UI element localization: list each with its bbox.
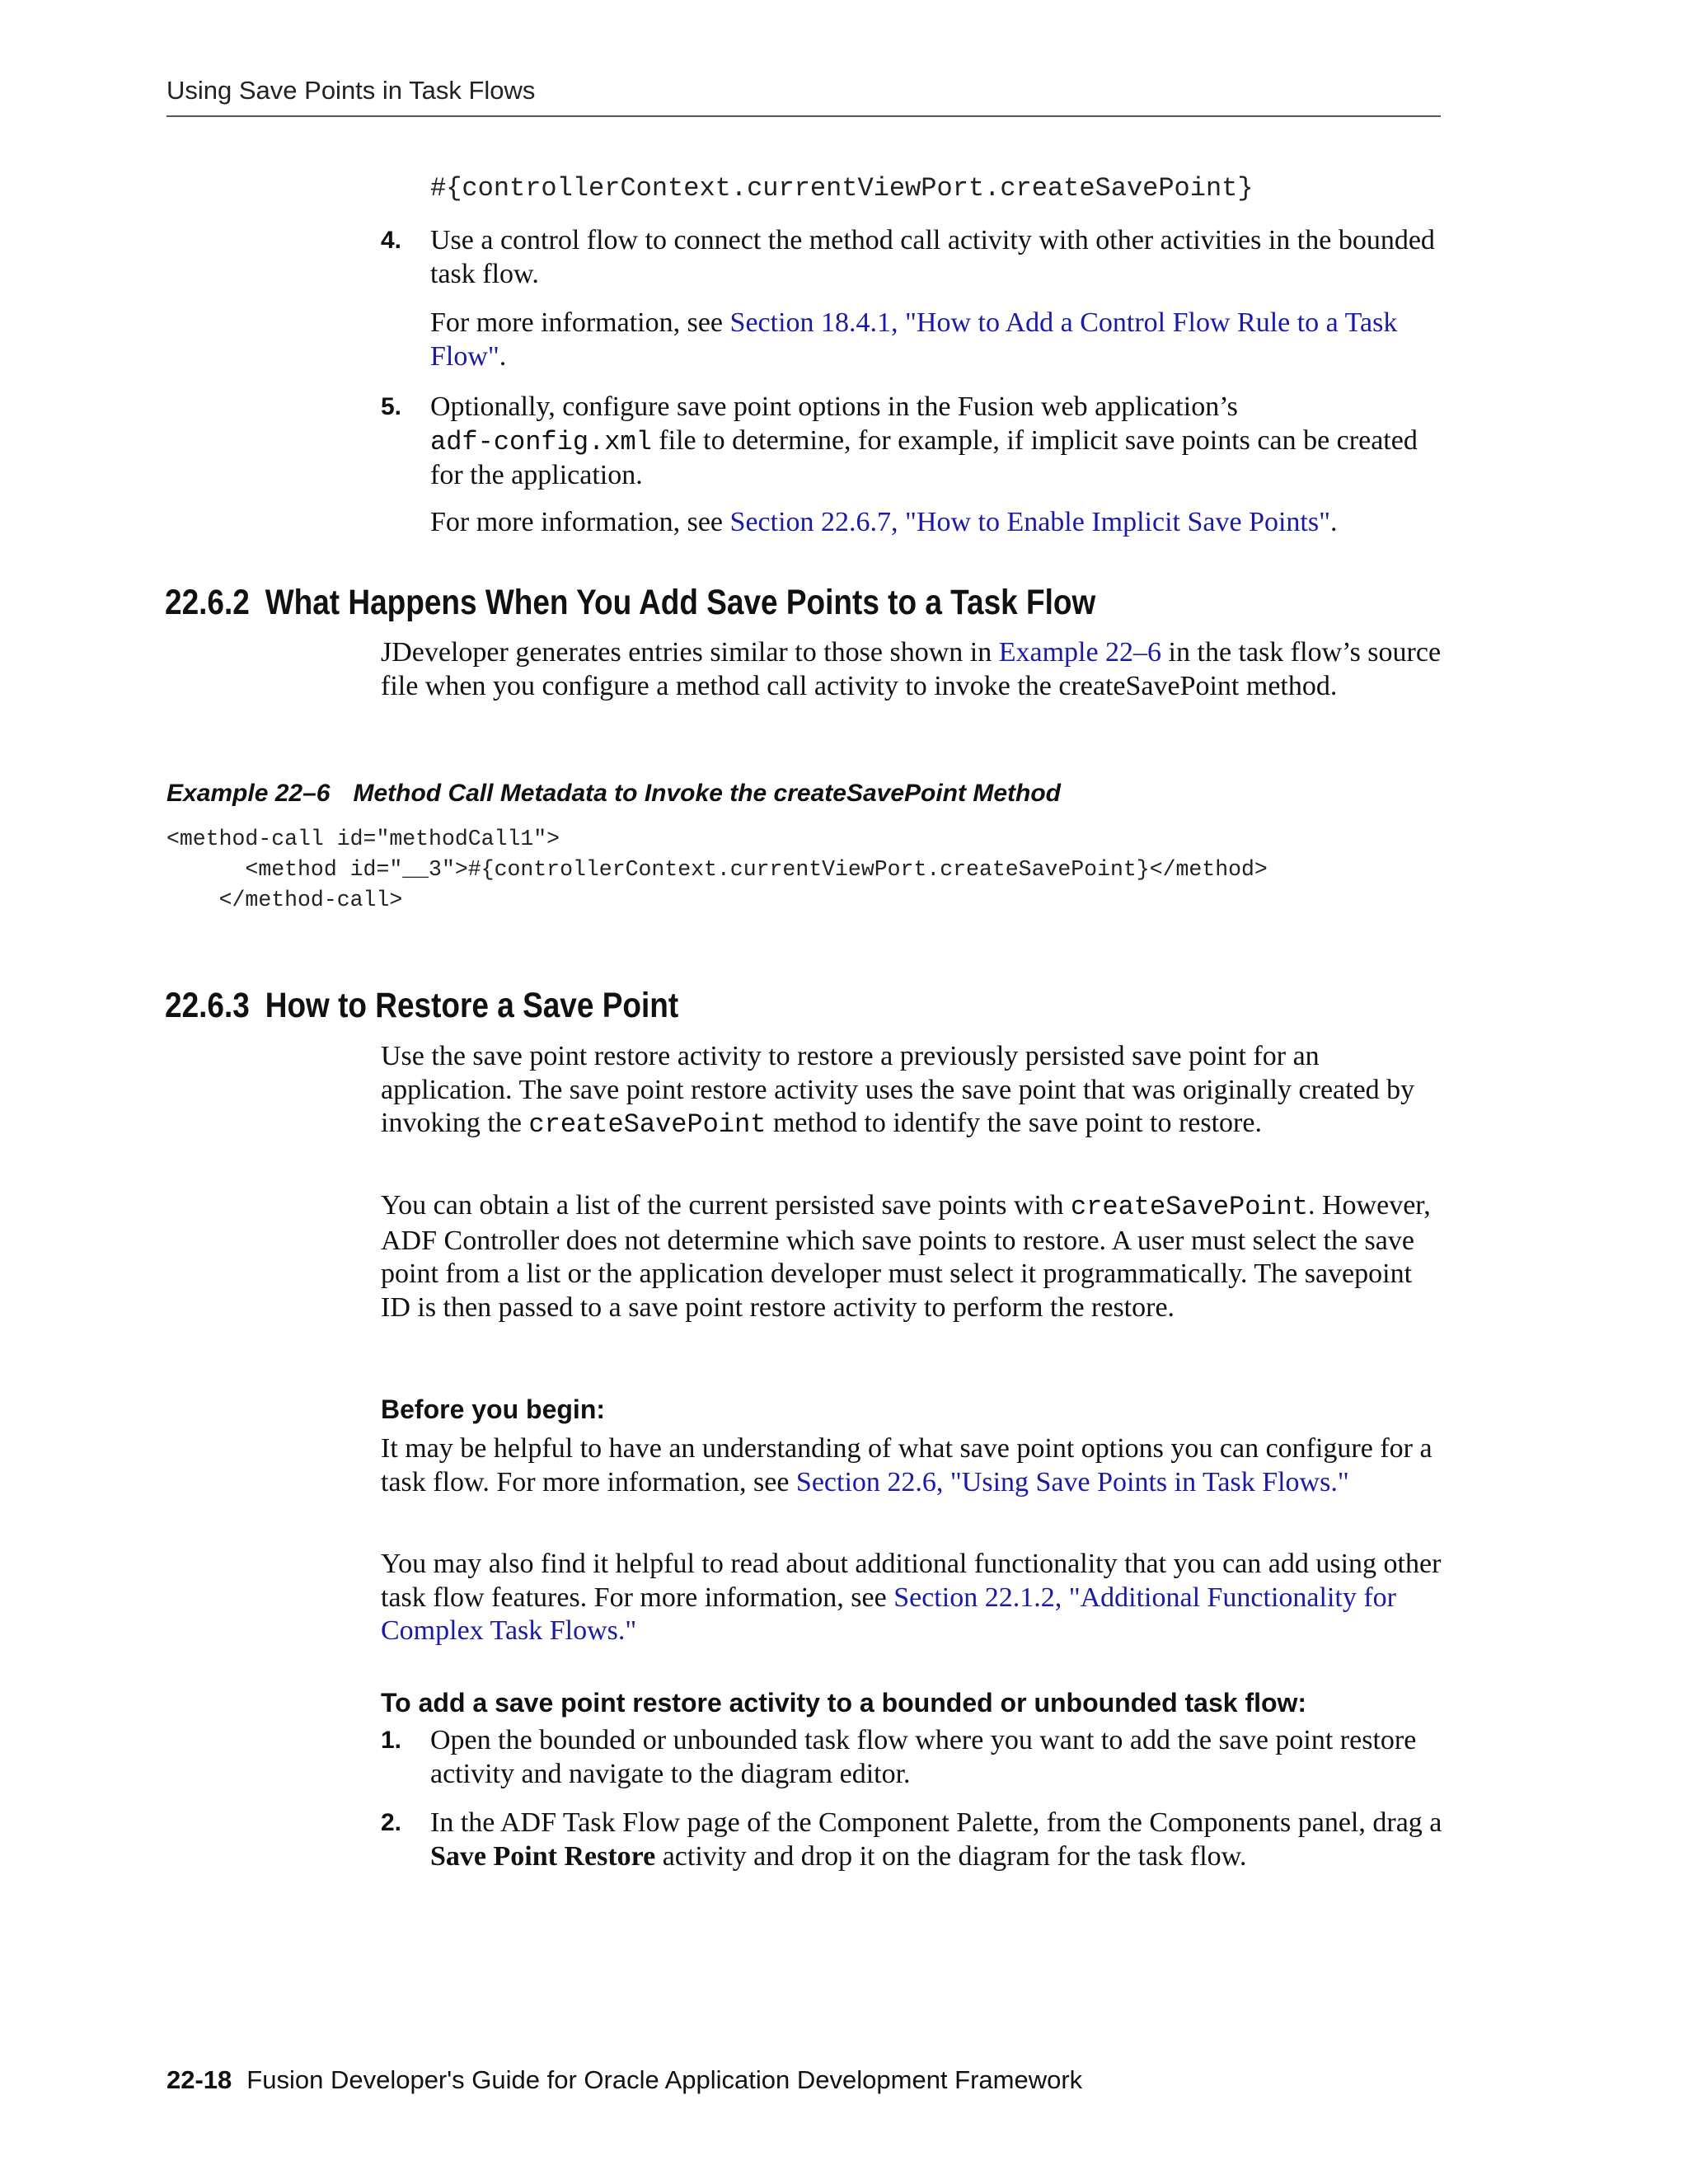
before-you-begin-heading: Before you begin:: [381, 1394, 606, 1424]
code-createsavepoint: createSavePoint: [528, 1109, 767, 1140]
para-text-a: You can obtain a list of the current persisted save points with: [381, 1190, 1071, 1221]
para-text-a: JDeveloper generates entries similar to those shown in: [381, 637, 999, 668]
example-label: Example 22–6: [166, 780, 331, 807]
step-5-text-a: Optionally, configure save point options in the Fusion web application’s: [430, 391, 1238, 422]
link-section-22-6-7[interactable]: Section 22.6.7, "How to Enable Implicit Save Points": [729, 507, 1330, 537]
step-text: Use a control flow to connect the method call activity with other activities in the bounded task flow.: [430, 225, 1435, 289]
step-number: 4.: [381, 227, 402, 254]
more-info-prefix: For more information, see: [430, 507, 730, 537]
page-footer: [166, 2065, 1082, 2095]
before-you-begin-paragraph-2: [381, 1548, 1444, 1648]
step-number: 5.: [381, 393, 402, 420]
example-title: Method Call Metadata to Invoke the createSavePoint Method: [353, 780, 1061, 807]
step-number: 1.: [381, 1727, 402, 1754]
book-title: Fusion Developer's Guide for Oracle Application Development Framework: [246, 2065, 1083, 2094]
step-text: [430, 391, 1444, 493]
step-text: [430, 1807, 1444, 1873]
section-22-6-3-paragraph-2: [381, 1189, 1444, 1324]
step-5-text-b: file to determine, for example, if implicit save points can be created for the application.: [430, 424, 1418, 490]
more-info-suffix: .: [1330, 507, 1338, 537]
section-title: What Happens When You Add Save Points to a Task Flow: [265, 583, 1096, 622]
link-section-22-1-2[interactable]: Section 22.1.2, "Additional Functionality for Complex Task Flows.": [381, 1582, 1396, 1646]
step-text: Open the bounded or unbounded task flow where you want to add the save point restore activity and navigate to the diagram editor.: [430, 1725, 1417, 1789]
para-text-a: Use the save point restore activity to restore a previously persisted save point for an application. The save point restore activity uses the save point that was originally created by invoking the: [381, 1041, 1415, 1138]
ui-term-save-point-restore: Save Point Restore: [430, 1840, 656, 1872]
para-text-b: in the task flow’s source file when you configure a method call activity to invoke the createSavePoint method.: [381, 637, 1442, 701]
link-section-18-4-1[interactable]: Section 18.4.1, "How to Add a Control Flow Rule to a Task Flow": [430, 307, 1398, 372]
para-text-b: method to identify the save point to restore.: [766, 1108, 1262, 1138]
step-2-text-b: activity and drop it on the diagram for the task flow.: [655, 1840, 1247, 1872]
section-heading-22-6-3: [165, 986, 678, 1026]
step-4-more-info: [430, 307, 1444, 373]
section-number: 22.6.2: [165, 583, 250, 622]
running-header: Using Save Points in Task Flows: [166, 76, 536, 105]
link-example-22-6[interactable]: Example 22–6: [998, 637, 1162, 668]
procedure-heading: To add a save point restore activity to a bounded or unbounded task flow:: [381, 1688, 1307, 1718]
para-text-b: . However, ADF Controller does not determine which save points to restore. A user must select the save point from a list or the application developer must select it programmatically. The savepoint ID is then passed to a save point restore activity to perform the restore.: [381, 1190, 1431, 1323]
section-title: How to Restore a Save Point: [265, 986, 679, 1025]
more-info-suffix: .: [499, 340, 507, 372]
para-text-a: You may also find it helpful to read about additional functionality that you can add using other task flow features. For more information, see: [381, 1549, 1442, 1613]
section-22-6-3-paragraph-1: [381, 1040, 1444, 1142]
more-info-prefix: For more information, see: [430, 307, 730, 338]
before-you-begin-paragraph-1: [381, 1432, 1444, 1499]
page-number: 22-18: [166, 2065, 232, 2094]
example-code-block: <method-call id="methodCall1"> <method id="__3">#{controllerContext.currentViewPort.createSavePoint}</method> </method-call>: [166, 827, 1268, 912]
example-caption: [166, 780, 1061, 808]
header-divider: [166, 115, 1441, 117]
section-number: 22.6.3: [165, 986, 250, 1025]
code-adf-config: adf-config.xml: [430, 426, 652, 457]
section-heading-22-6-2: [165, 583, 1095, 623]
para-text-a: It may be helpful to have an understanding of what save point options you can configure for a task flow. For more information, see: [381, 1433, 1432, 1497]
step-5-more-info: [430, 506, 1444, 540]
section-22-6-2-paragraph: [381, 636, 1444, 703]
link-section-22-6[interactable]: Section 22.6, "Using Save Points in Task Flows.": [795, 1466, 1349, 1497]
step-number: 2.: [381, 1809, 402, 1836]
code-createsavepoint: createSavePoint: [1070, 1192, 1308, 1222]
code-line-createsavepoint: #{controllerContext.currentViewPort.createSavePoint}: [430, 173, 1254, 204]
step-2-text-a: In the ADF Task Flow page of the Component Palette, from the Components panel, drag a: [430, 1807, 1442, 1838]
